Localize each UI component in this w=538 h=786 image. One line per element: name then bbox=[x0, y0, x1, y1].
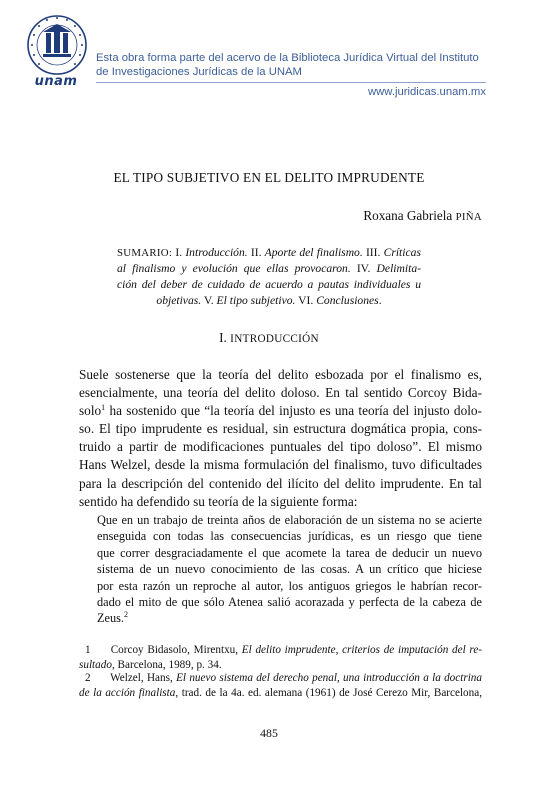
summary-item-1: Introducción. bbox=[185, 246, 248, 259]
section-heading: I. INTRODUCCIÓN bbox=[219, 330, 319, 345]
quote-line: enseguida con todas las consecuencias jurídicas, es un riesgo que tiene bbox=[97, 529, 482, 544]
unam-iij-seal-icon bbox=[26, 14, 88, 80]
summary-item-4b: ción del deber de cuidado de acuerdo a pautas individuales u bbox=[117, 278, 421, 291]
section-title: INTRODUCCIÓN bbox=[230, 333, 319, 345]
footnote-2: 2 Welzel, Hans, El nuevo sistema del derecho penal, una introducción a la doctrina de la acción finalista, trad. de la 4a. ed. alemana (1961) de José Cerezo Mir, Barcelona, bbox=[79, 672, 483, 700]
text-line: Suele sostenerse que la teoría del delito esbozada por el finalismo es, bbox=[79, 367, 482, 382]
quote-line: sistema de un nuevo conocimiento de las cosas. A un crítico que hiciese bbox=[97, 562, 482, 577]
block-quote bbox=[97, 512, 482, 627]
summary-label: SUMARIO: bbox=[117, 247, 173, 259]
quote-line: dado el mito de que sólo Atenea salió acorazada y perfecta de la cabeza de bbox=[97, 595, 482, 610]
text-line: esencialmente, una teoría del delito doloso. En tal sentido Corcoy Bida- bbox=[79, 385, 482, 401]
footnote-ref-2[interactable]: 2 bbox=[123, 610, 128, 620]
footnote-mark: 1 bbox=[85, 644, 91, 656]
page-number: 485 bbox=[260, 726, 278, 740]
article-title: EL TIPO SUBJETIVO EN EL DELITO IMPRUDENTE bbox=[113, 170, 425, 185]
text-line: Hans Welzel, desde la misma formulación del finalismo, tuvo dificultades bbox=[79, 457, 482, 473]
institute-notice-line-2: de Investigaciones Jurídicas de la UNAM bbox=[96, 66, 302, 78]
text-line: so. El tipo imprudente es residual, sin estructura dogmática propia, cons- bbox=[79, 421, 482, 437]
summary-item-4c: objetivas. bbox=[156, 294, 202, 307]
website-link[interactable]: www.juridicas.unam.mx bbox=[367, 86, 486, 98]
summary-item-5: El tipo subjetivo. bbox=[216, 294, 296, 307]
summary-item-3a: Críticas bbox=[383, 246, 421, 259]
quote-line: por esta razón un reproche al autor, los antiguos griegos le habrían recor- bbox=[97, 578, 482, 593]
summary-item-2: Aporte del finalismo. bbox=[264, 246, 363, 259]
quote-line: Zeus.$^2$ bbox=[97, 610, 128, 626]
author-name bbox=[363, 208, 482, 224]
text-line: para la descripción del contenido del ilícito del delito imprudente. En tal bbox=[79, 475, 482, 491]
quote-line: que correr desgraciadamente el que acomete la tarea de deducir un nuevo bbox=[97, 545, 482, 560]
footnote-mark: 2 bbox=[85, 672, 91, 684]
quote-line: Que en un trabajo de treinta años de elaboración de un sistema no se acierte bbox=[97, 513, 482, 527]
author-surname: PIÑA bbox=[455, 211, 482, 223]
institute-notice-line-1: Esta obra forma parte del acervo de la Biblioteca Jurídica Virtual del Instituto bbox=[96, 52, 479, 64]
summary-item-4a: Delimita- bbox=[376, 262, 421, 275]
summary-item-6: Conclusiones bbox=[316, 294, 379, 307]
text-line: sentido ha defendido su teoría de la siguiente forma: bbox=[79, 493, 358, 509]
summary-block: SUMARIO: I. Introducción. II. Aporte del finalismo. III. Críticas al finalismo y evolución que ellas provocaron. IV. Delimita- ción del deber de cuidado de acuerdo a pautas individuales u objetivas. V. El tipo subjetivo. VI. Conclusiones. bbox=[117, 246, 421, 307]
footnote-ref-1[interactable]: 1 bbox=[101, 403, 106, 413]
text-line: solo$^1$ ha sostenido que “la teoría del injusto es una teoría del injusto dolo- bbox=[79, 403, 482, 419]
author-given-name: Roxana Gabriela bbox=[363, 208, 453, 223]
header-divider bbox=[96, 82, 486, 83]
unam-wordmark: unam bbox=[34, 74, 78, 89]
summary-item-3b: al finalismo y evolución que ellas provocaron. bbox=[117, 262, 351, 275]
footnote-1: 1 Corcoy Bidasolo, Mirentxu, El delito imprudente, criterios de imputación del re- sultado, Barcelona, 1989, p. 34. bbox=[79, 644, 483, 672]
text-line: truido a partir de modificaciones puntuales del tipo doloso”. El mismo bbox=[79, 439, 482, 455]
body-paragraph bbox=[79, 366, 482, 511]
